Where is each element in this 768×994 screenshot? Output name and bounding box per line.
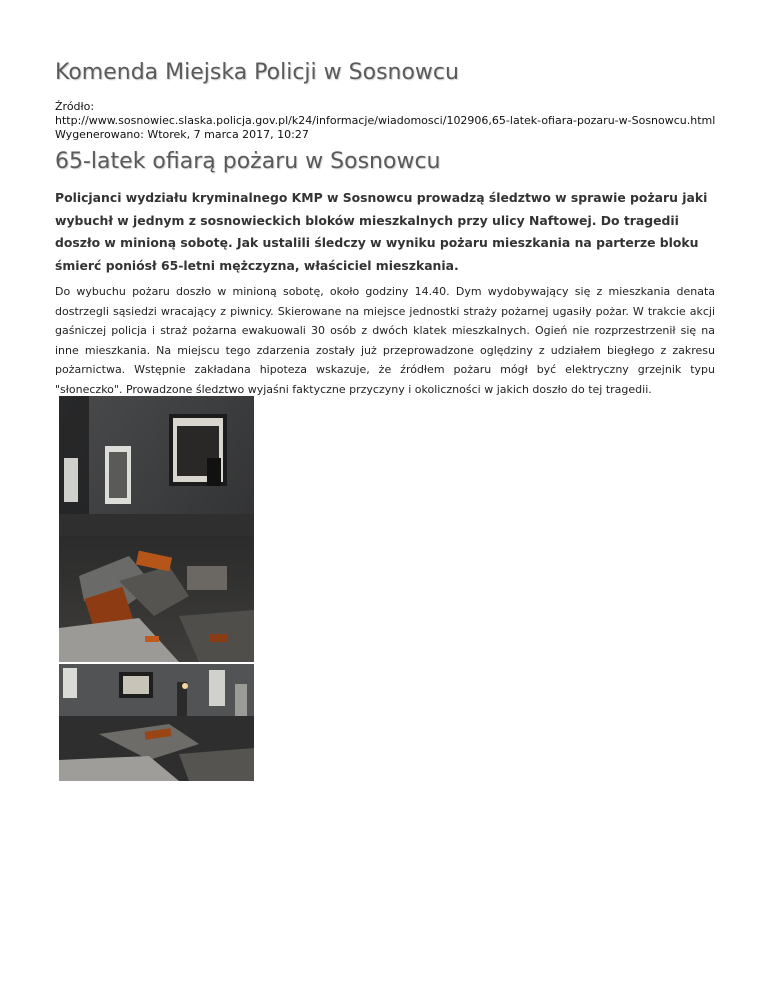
- article-lead: Policjanci wydziału kryminalnego KMP w Sosnowcu prowadzą śledztwo w sprawie pożaru jaki wybuchł w jednym z sosnowieckich bloków mieszkalnych przy ulicy Naftowej. Do tragedii doszło w minioną sobotę. Jak ustalili śledczy w wyniku pożaru mieszkania na parterze bloku śmierć poniósł 65-letni mężczyzna, właściciel mieszkania.: [55, 190, 708, 273]
- generated-date: Wygenerowano: Wtorek, 7 marca 2017, 10:27: [55, 128, 309, 141]
- fire-scene-photo-1-image: [59, 396, 254, 662]
- source-url: http://www.sosnowiec.slaska.policja.gov.pl/k24/informacje/wiadomosci/102906,65-latek-ofiara-pozaru-w-Sosnowcu.html: [55, 114, 716, 127]
- fire-scene-photo-2-image: [59, 664, 254, 781]
- site-title: Komenda Miejska Policji w Sosnowcu: [55, 60, 459, 85]
- document-meta: [55, 100, 715, 142]
- source-label: Źródło:: [55, 100, 95, 113]
- fire-scene-photo-2: [59, 664, 254, 781]
- article-body: Do wybuchu pożaru doszło w minioną sobotę, około godziny 14.40. Dym wydobywający się z mieszkania denata dostrzegli sąsiedzi wracający z piwnicy. Skierowane na miejsce jednostki straży pożarnej ugasiły pożar. W trakcie akcji gaśniczej policja i straż pożarna ewakuowali 30 osób z dwóch klatek mieszkalnych. Ogień nie rozprzestrzenił się na inne mieszkania. Na miejscu tego zdarzenia zostały już przeprowadzone oględziny z udziałem biegłego z zakresu pożarnictwa. Wstępnie zakładana hipoteza wskazuje, że źródłem pożaru mógł być elektryczny grzejnik typu "słoneczko". Prowadzone śledztwo wyjaśni faktyczne przyczyny i okoliczności w jakich doszło do tej tragedii.: [55, 285, 715, 396]
- fire-scene-photo-1: [59, 396, 254, 662]
- article-title: 65-latek ofiarą pożaru w Sosnowcu: [55, 149, 441, 174]
